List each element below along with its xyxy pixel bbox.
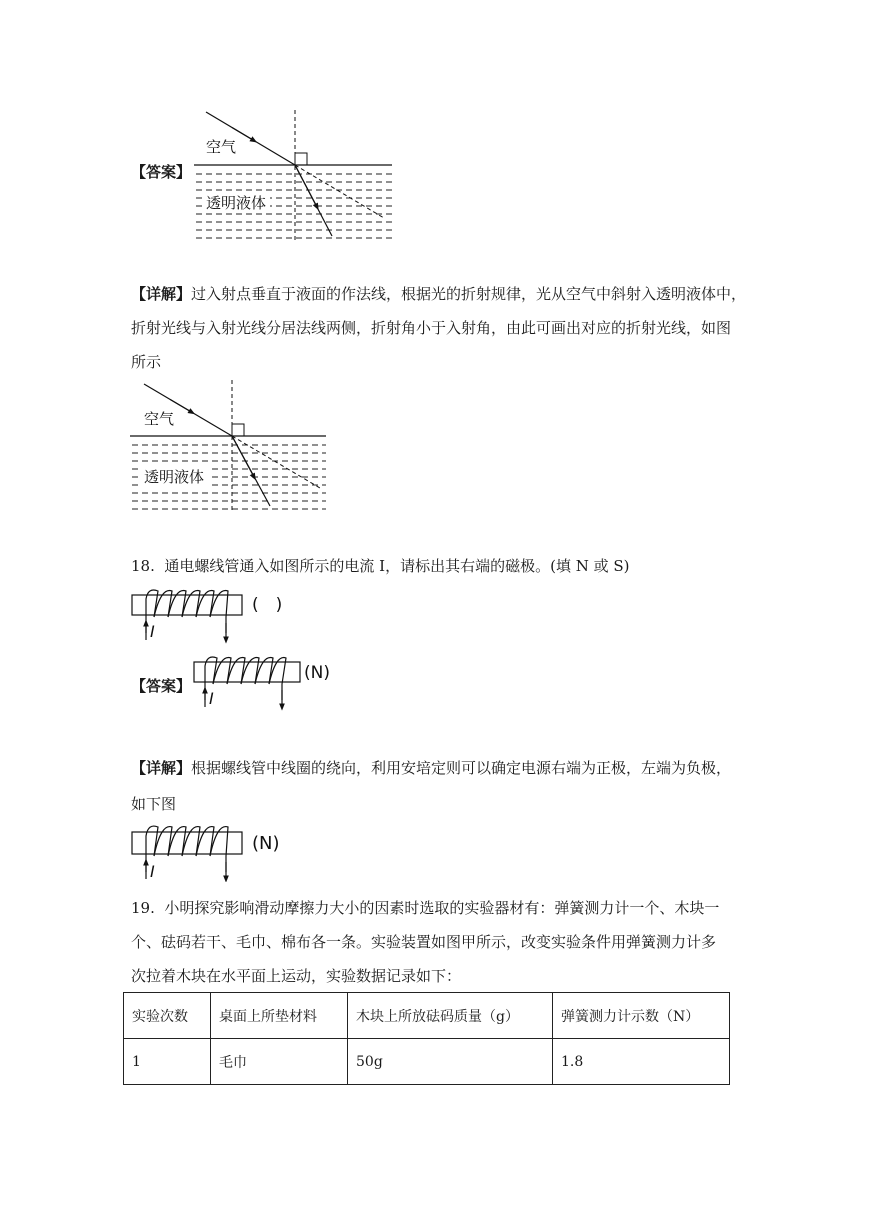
svg-text:(N): (N) [252, 833, 280, 854]
solenoid-diagram-answer [190, 652, 350, 714]
svg-text:空气: 空气 [144, 410, 175, 428]
question-18: 18. 通电螺线管通入如图所示的电流 I，请标出其右端的磁极。(填 N 或 S) [131, 557, 630, 575]
liquid-label: 透明液体 [206, 194, 267, 212]
svg-text:透明液体: 透明液体 [144, 468, 205, 486]
detail-label-18: 【详解】 [131, 759, 192, 777]
answer-pole: (N) [304, 663, 330, 683]
table-cell: 1 [124, 1039, 211, 1085]
solenoid-diagram-question [128, 585, 303, 647]
detail-17-line1: 【详解】过入射点垂直于液面的作法线，根据光的折射规律，光从空气中斜射入透明液体中， [131, 285, 747, 303]
question-19-line1: 19. 小明探究影响滑动摩擦力大小的因素时选取的实验器材有：弹簧测力计一个、木块一 [131, 899, 720, 917]
question-19-line2: 个、砝码若干、毛巾、棉布各一条。实验装置如图甲所示，改变实验条件用弹簧测力计多 [131, 933, 717, 951]
table-header-cell: 弹簧测力计示数（N） [553, 993, 730, 1039]
table-cell: 毛巾 [211, 1039, 348, 1085]
air-label: 空气 [206, 138, 237, 156]
experiment-table [123, 992, 730, 1085]
table-header-row [124, 993, 730, 1039]
detail-label-17: 【详解】 [131, 285, 192, 303]
svg-text:I: I [150, 862, 155, 881]
table-header-cell: 桌面上所垫材料 [211, 993, 348, 1039]
refraction-diagram-detail [130, 378, 330, 513]
table-header-cell: 木块上所放砝码质量（g） [348, 993, 553, 1039]
right-angle-mark [295, 153, 307, 165]
detail-17-line3: 所示 [131, 353, 162, 371]
svg-text:I: I [209, 689, 214, 708]
solenoid-diagram-detail [128, 820, 303, 882]
table-cell: 50g [348, 1039, 553, 1085]
table-header-cell: 实验次数 [124, 993, 211, 1039]
refraction-diagram-answer [192, 108, 392, 243]
detail-18-line1: 【详解】根据螺线管中线圈的绕向，利用安培定则可以确定电源右端为正极，左端为负极， [131, 759, 732, 777]
answer-label-17: 【答案】 [131, 163, 192, 181]
detail-18-line2: 如下图 [131, 795, 177, 813]
current-label: I [150, 622, 155, 641]
question-19-line3: 次拉着木块在水平面上运动，实验数据记录如下： [131, 967, 462, 985]
pole-blank: ( ) [252, 595, 283, 615]
detail-17-line2: 折射光线与入射光线分居法线两侧，折射角小于入射角，由此可画出对应的折射光线，如图 [131, 319, 732, 337]
table-row [124, 1039, 730, 1085]
table-cell: 1.8 [553, 1039, 730, 1085]
answer-label-18: 【答案】 [131, 677, 192, 695]
